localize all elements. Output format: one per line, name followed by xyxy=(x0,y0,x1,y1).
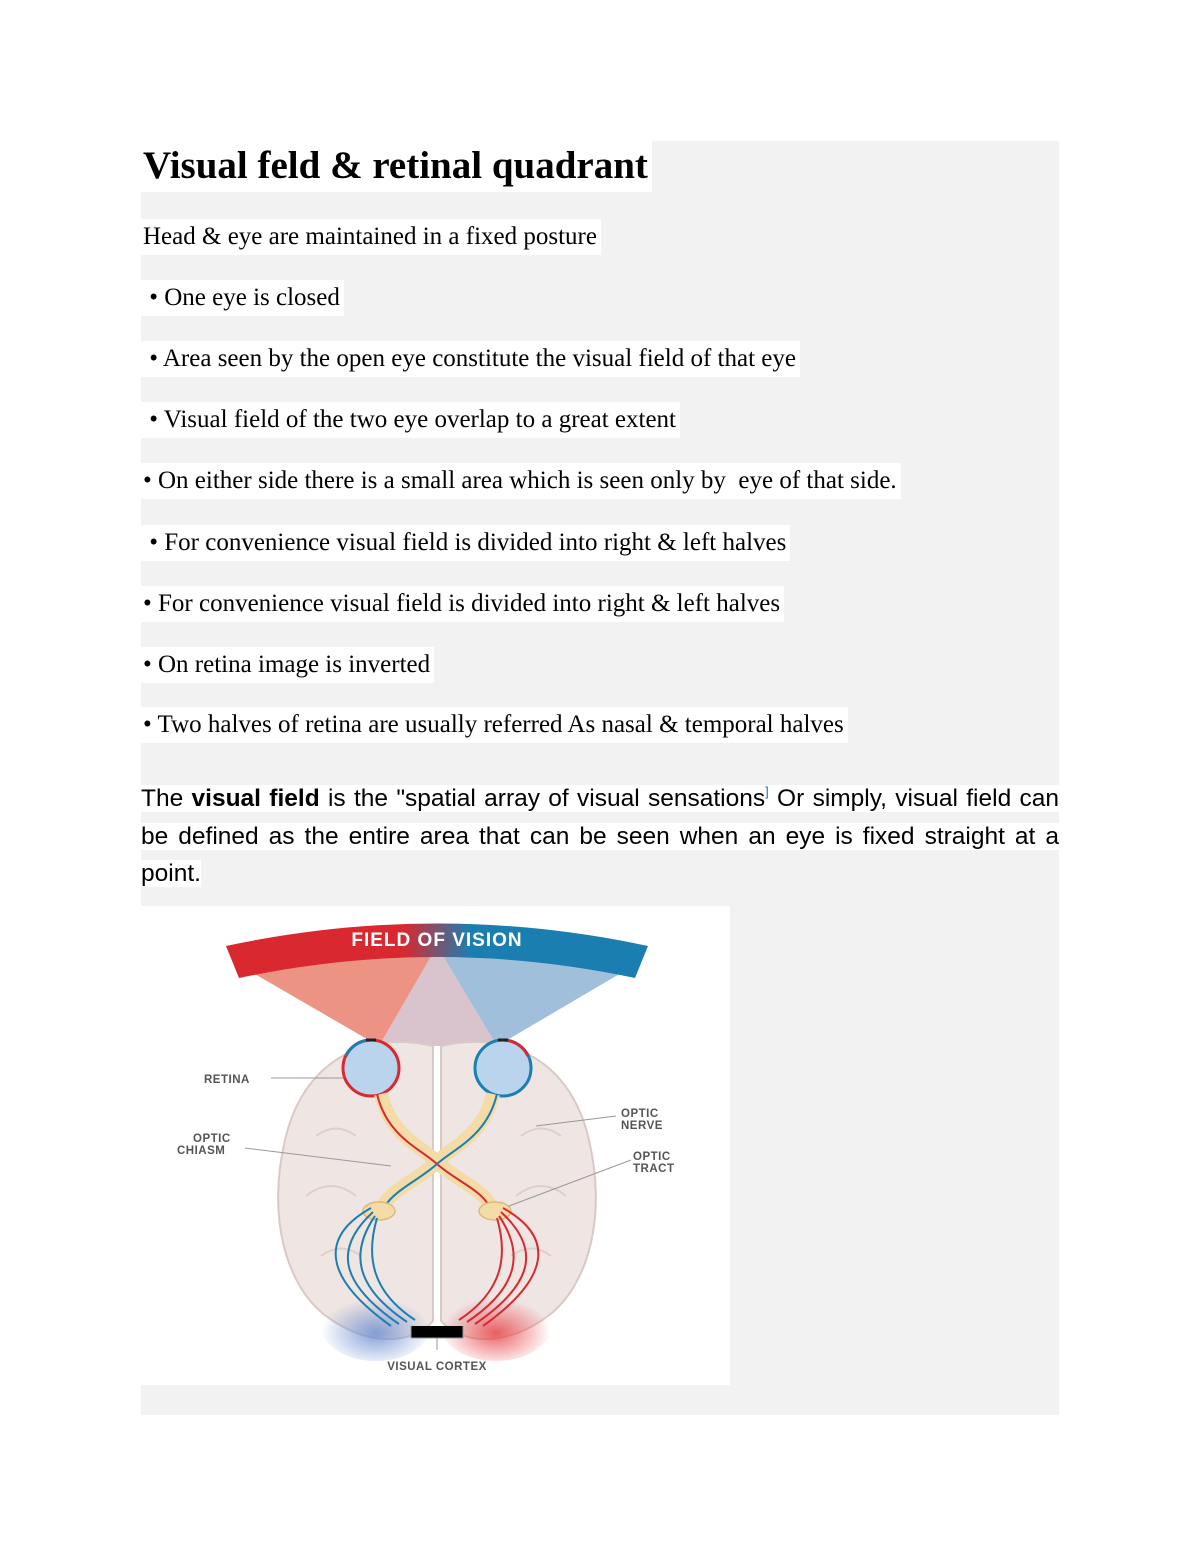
optic-tract-label: OPTIC xyxy=(633,1151,671,1163)
optic-nerve-label: NERVE xyxy=(621,1120,663,1132)
bullet-item: • On either side there is a small area which is seen only by eye of that side. xyxy=(141,463,901,499)
optic-tract-label: TRACT xyxy=(633,1163,675,1175)
field-of-vision-label: FIELD OF VISION xyxy=(351,930,523,951)
bullet-item: • For convenience visual field is divided into right & left halves xyxy=(141,525,790,561)
visual-cortex-label: VISUAL CORTEX xyxy=(387,1361,487,1373)
bullet-item: • On retina image is inverted xyxy=(141,647,434,683)
bullet-item: • Area seen by the open eye constitute the visual field of that eye xyxy=(141,341,800,377)
optic-chiasm-label: CHIASM xyxy=(177,1145,226,1157)
text-line: Head & eye are maintained in a fixed posture xyxy=(141,219,601,255)
retina-label: RETINA xyxy=(204,1074,250,1086)
bullet-item: • Visual field of the two eye overlap to a great extent xyxy=(141,402,680,438)
reference-link[interactable]: ] xyxy=(765,784,769,799)
bold-term: visual field xyxy=(191,785,320,812)
bullet-item: • One eye is closed xyxy=(141,280,344,316)
right-eye xyxy=(475,1040,531,1096)
visual-pathway-illustration xyxy=(141,906,730,1385)
visual-pathway-figure xyxy=(141,906,730,1385)
bullet-item: • Two halves of retina are usually referred As nasal & temporal halves xyxy=(141,707,848,743)
page-title: Visual feld & retinal quadrant xyxy=(141,140,652,192)
left-eye xyxy=(343,1040,399,1096)
optic-nerve-label: OPTIC xyxy=(621,1108,659,1120)
optic-chiasm-label: OPTIC xyxy=(193,1133,231,1145)
brain xyxy=(278,1042,596,1361)
definition-paragraph: The visual field is the "spatial array of visual sensations] Or simply, visual field can be defined as the entire area that can be seen when an eye is fixed straight at a point. xyxy=(141,784,1059,887)
bullet-item: • For convenience visual field is divided into right & left halves xyxy=(141,586,784,622)
